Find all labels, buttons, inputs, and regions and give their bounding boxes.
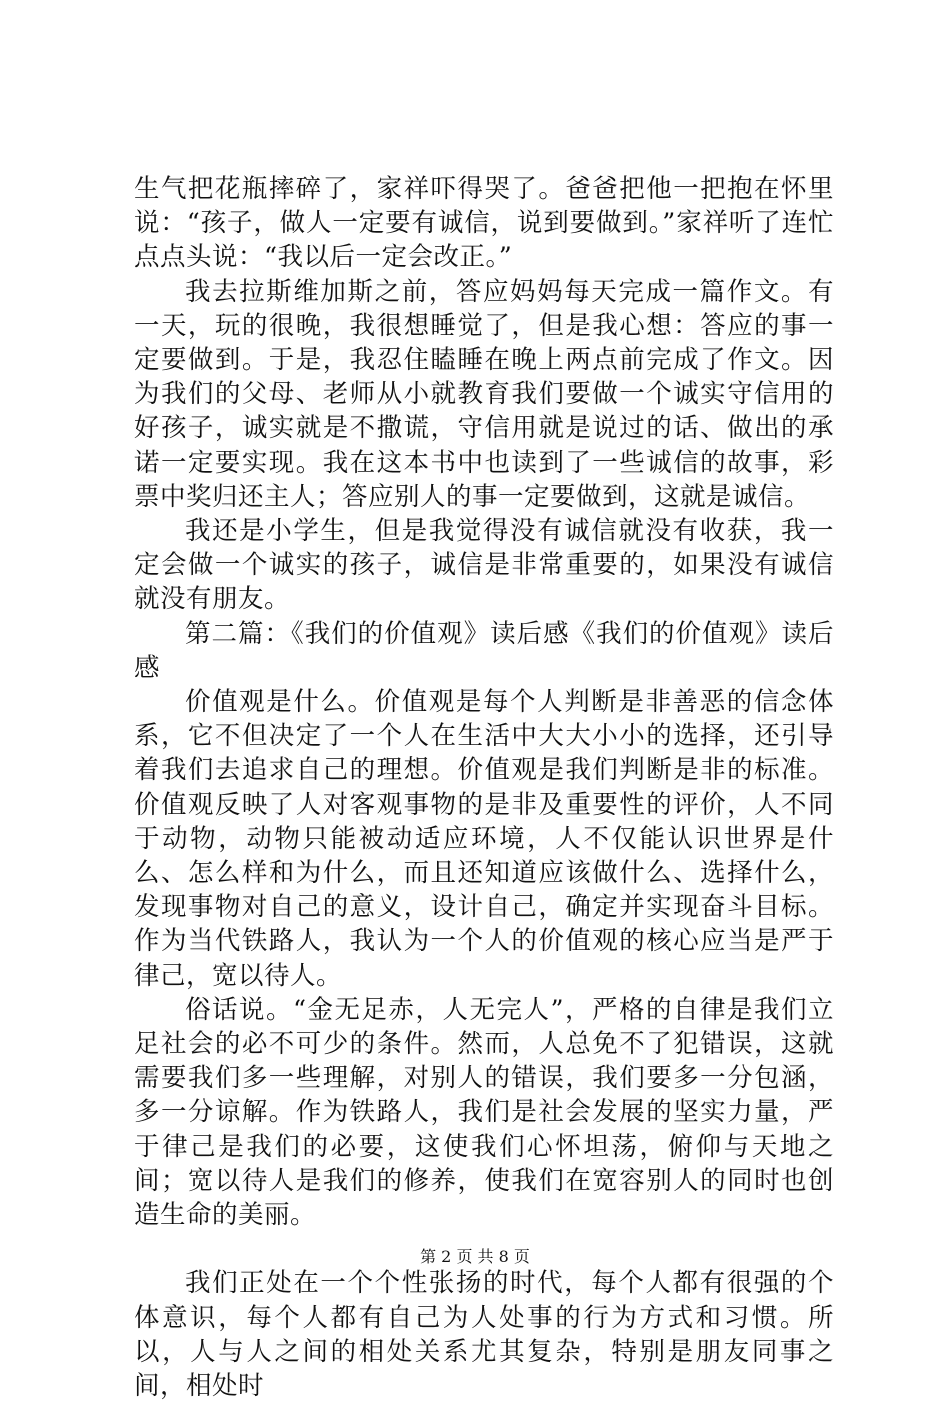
paragraph-2: 我去拉斯维加斯之前，答应妈妈每天完成一篇作文。有一天，玩的很晚，我很想睡觉了，但是我心想：答应的事一定要做到。于是，我忍住瞌睡在晚上两点前完成了作文。因为我们的父母、老师从小就教育我们要做一个诚实守信用的好孩子，诚实就是不撒谎，守信用就是说过的话、做出的承诺一定要实现。我在这本书中也读到了一些诚信的故事，彩票中奖归还主人；答应别人的事一定要做到，这就是诚信。 xyxy=(134,276,834,512)
paragraph-1: 生气把花瓶摔碎了，家祥吓得哭了。爸爸把他一把抱在怀里说：“孩子，做人一定要有诚信，说到要做到。”家祥听了连忙点点头说：“我以后一定会改正。” xyxy=(134,174,834,273)
document-body xyxy=(134,172,834,1403)
page-footer: 第 2 页 共 8 页 xyxy=(420,1247,530,1266)
paragraph-6: 俗话说。“金无足赤，人无完人”，严格的自律是我们立足社会的必不可少的条件。然而，人总免不了犯错误，这就需要我们多一些理解，对别人的错误，我们要多一分包涵，多一分谅解。作为铁路人，我们是社会发展的坚实力量，严于律己是我们的必要，这使我们心怀坦荡，俯仰与天地之间；宽以待人是我们的修养，使我们在宽容别人的同时也创造生命的美丽。 xyxy=(134,994,834,1231)
paragraph-3: 我还是小学生，但是我觉得没有诚信就没有收获，我一定会做一个诚实的孩子，诚信是非常重要的，如果没有诚信就没有朋友。 xyxy=(134,516,834,615)
paragraph-5: 价值观是什么。价值观是每个人判断是非善恶的信念体系，它不但决定了一个人在生活中大大小小的选择，还引导着我们去追求自己的理想。价值观是我们判断是非的标准。价值观反映了人对客观事物的是非及重要性的评价，人不同于动物，动物只能被动适应环境，人不仅能认识世界是什么、怎么样和为什么，而且还知道应该做什么、选择什么，发现事物对自己的意义，设计自己，确定并实现奋斗目标。作为当代铁路人，我认为一个人的价值观的核心应当是严于律己，宽以待人。 xyxy=(134,687,834,991)
section-heading: 第二篇：《我们的价值观》读后感《我们的价值观》读后感 xyxy=(134,618,834,683)
paragraph-7: 我们正处在一个个性张扬的时代，每个人都有很强的个体意识，每个人都有自己为人处事的行为方式和习惯。所以，人与人之间的相处关系尤其复杂，特别是朋友同事之间，相处时 xyxy=(134,1268,834,1402)
